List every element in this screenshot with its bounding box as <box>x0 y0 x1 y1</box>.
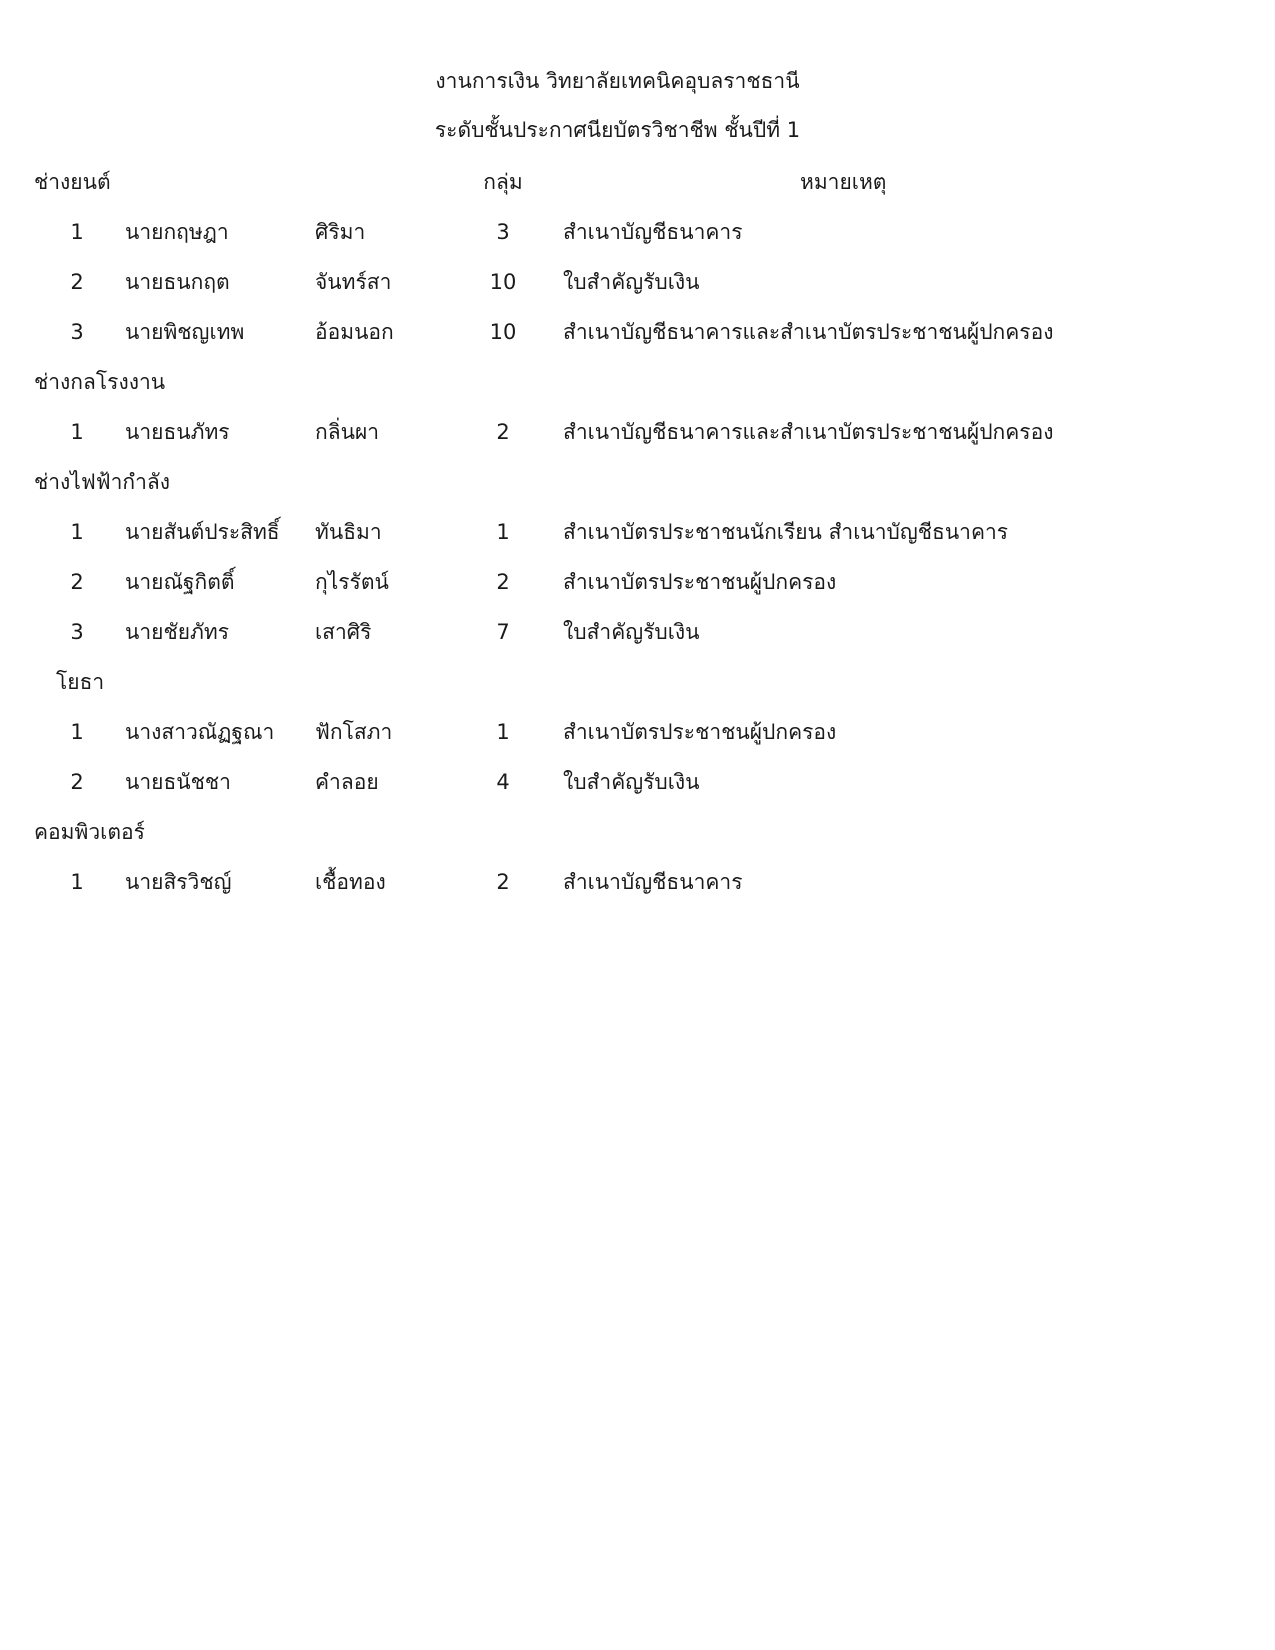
student-first-name: นายชัยภัทร <box>125 620 229 644</box>
student-note: สำเนาบัตรประชาชนนักเรียน สำเนาบัญชีธนาคาร <box>563 520 1009 544</box>
student-last-name: ฟักโสภา <box>315 720 393 744</box>
student-row <box>0 717 1275 747</box>
student-first-name: นางสาวณัฏฐณา <box>125 720 275 744</box>
student-group: 7 <box>496 620 510 644</box>
student-group: 4 <box>496 770 510 794</box>
column-header-note: หมายเหตุ <box>800 170 887 194</box>
document-title: งานการเงิน วิทยาลัยเทคนิคอุบลราชธานี <box>435 69 800 93</box>
student-note: สำเนาบัญชีธนาคาร <box>563 870 743 894</box>
student-row <box>0 317 1275 347</box>
student-row <box>0 217 1275 247</box>
row-number: 2 <box>70 770 84 794</box>
student-last-name: เสาศิริ <box>315 620 372 644</box>
student-group: 10 <box>489 320 517 344</box>
student-last-name: ทันธิมา <box>315 520 382 544</box>
student-row <box>0 617 1275 647</box>
student-last-name: ศิริมา <box>315 220 366 244</box>
student-last-name: กลิ่นผา <box>315 420 380 444</box>
student-note: สำเนาบัญชีธนาคารและสำเนาบัตรประชาชนผู้ปกครอง <box>563 320 1054 344</box>
student-first-name: นายสิรวิชญ์ <box>125 870 232 894</box>
student-row <box>0 417 1275 447</box>
row-number: 1 <box>70 420 84 444</box>
student-group: 1 <box>496 520 510 544</box>
section-heading: ช่างไฟฟ้ากำลัง <box>34 470 171 494</box>
student-first-name: นายณัฐกิตติ์ <box>125 570 235 594</box>
student-row <box>0 767 1275 797</box>
student-last-name: คำลอย <box>315 770 379 794</box>
student-note: ใบสำคัญรับเงิน <box>563 270 700 294</box>
student-group: 1 <box>496 720 510 744</box>
student-note: ใบสำคัญรับเงิน <box>563 620 700 644</box>
student-row <box>0 267 1275 297</box>
row-number: 1 <box>70 520 84 544</box>
row-number: 1 <box>70 720 84 744</box>
row-number: 2 <box>70 270 84 294</box>
document-subtitle: ระดับชั้นประกาศนียบัตรวิชาชีพ ชั้นปีที่ 1 <box>434 118 801 142</box>
student-row <box>0 567 1275 597</box>
student-last-name: เชื้อทอง <box>315 870 386 894</box>
student-first-name: นายธนกฤต <box>125 270 230 294</box>
row-number: 1 <box>70 220 84 244</box>
student-group: 2 <box>496 420 510 444</box>
student-row <box>0 517 1275 547</box>
row-number: 2 <box>70 570 84 594</box>
student-first-name: นายธนภัทร <box>125 420 230 444</box>
student-last-name: จันทร์สา <box>315 270 392 294</box>
student-first-name: นายกฤษฎา <box>125 220 229 244</box>
student-row <box>0 867 1275 897</box>
column-header-group: กลุ่ม <box>483 170 523 194</box>
student-last-name: กุไรรัตน์ <box>315 570 389 594</box>
student-last-name: อ้อมนอก <box>315 320 394 344</box>
section-heading: ช่างยนต์ <box>34 170 111 194</box>
student-group: 10 <box>489 270 517 294</box>
student-note: สำเนาบัญชีธนาคาร <box>563 220 743 244</box>
row-number: 3 <box>70 620 84 644</box>
row-number: 3 <box>70 320 84 344</box>
student-first-name: นายสันต์ประสิทธิ์ <box>125 520 280 544</box>
student-note: สำเนาบัตรประชาชนผู้ปกครอง <box>563 570 837 594</box>
student-note: สำเนาบัญชีธนาคารและสำเนาบัตรประชาชนผู้ปกครอง <box>563 420 1054 444</box>
section-heading: ช่างกลโรงงาน <box>34 370 166 394</box>
student-group: 2 <box>496 570 510 594</box>
student-first-name: นายพิชญเทพ <box>125 320 245 344</box>
student-group: 2 <box>496 870 510 894</box>
student-group: 3 <box>496 220 510 244</box>
section-heading: โยธา <box>56 670 105 694</box>
section-heading: คอมพิวเตอร์ <box>34 820 145 844</box>
student-note: ใบสำคัญรับเงิน <box>563 770 700 794</box>
student-first-name: นายธนัชชา <box>125 770 231 794</box>
row-number: 1 <box>70 870 84 894</box>
student-note: สำเนาบัตรประชาชนผู้ปกครอง <box>563 720 837 744</box>
